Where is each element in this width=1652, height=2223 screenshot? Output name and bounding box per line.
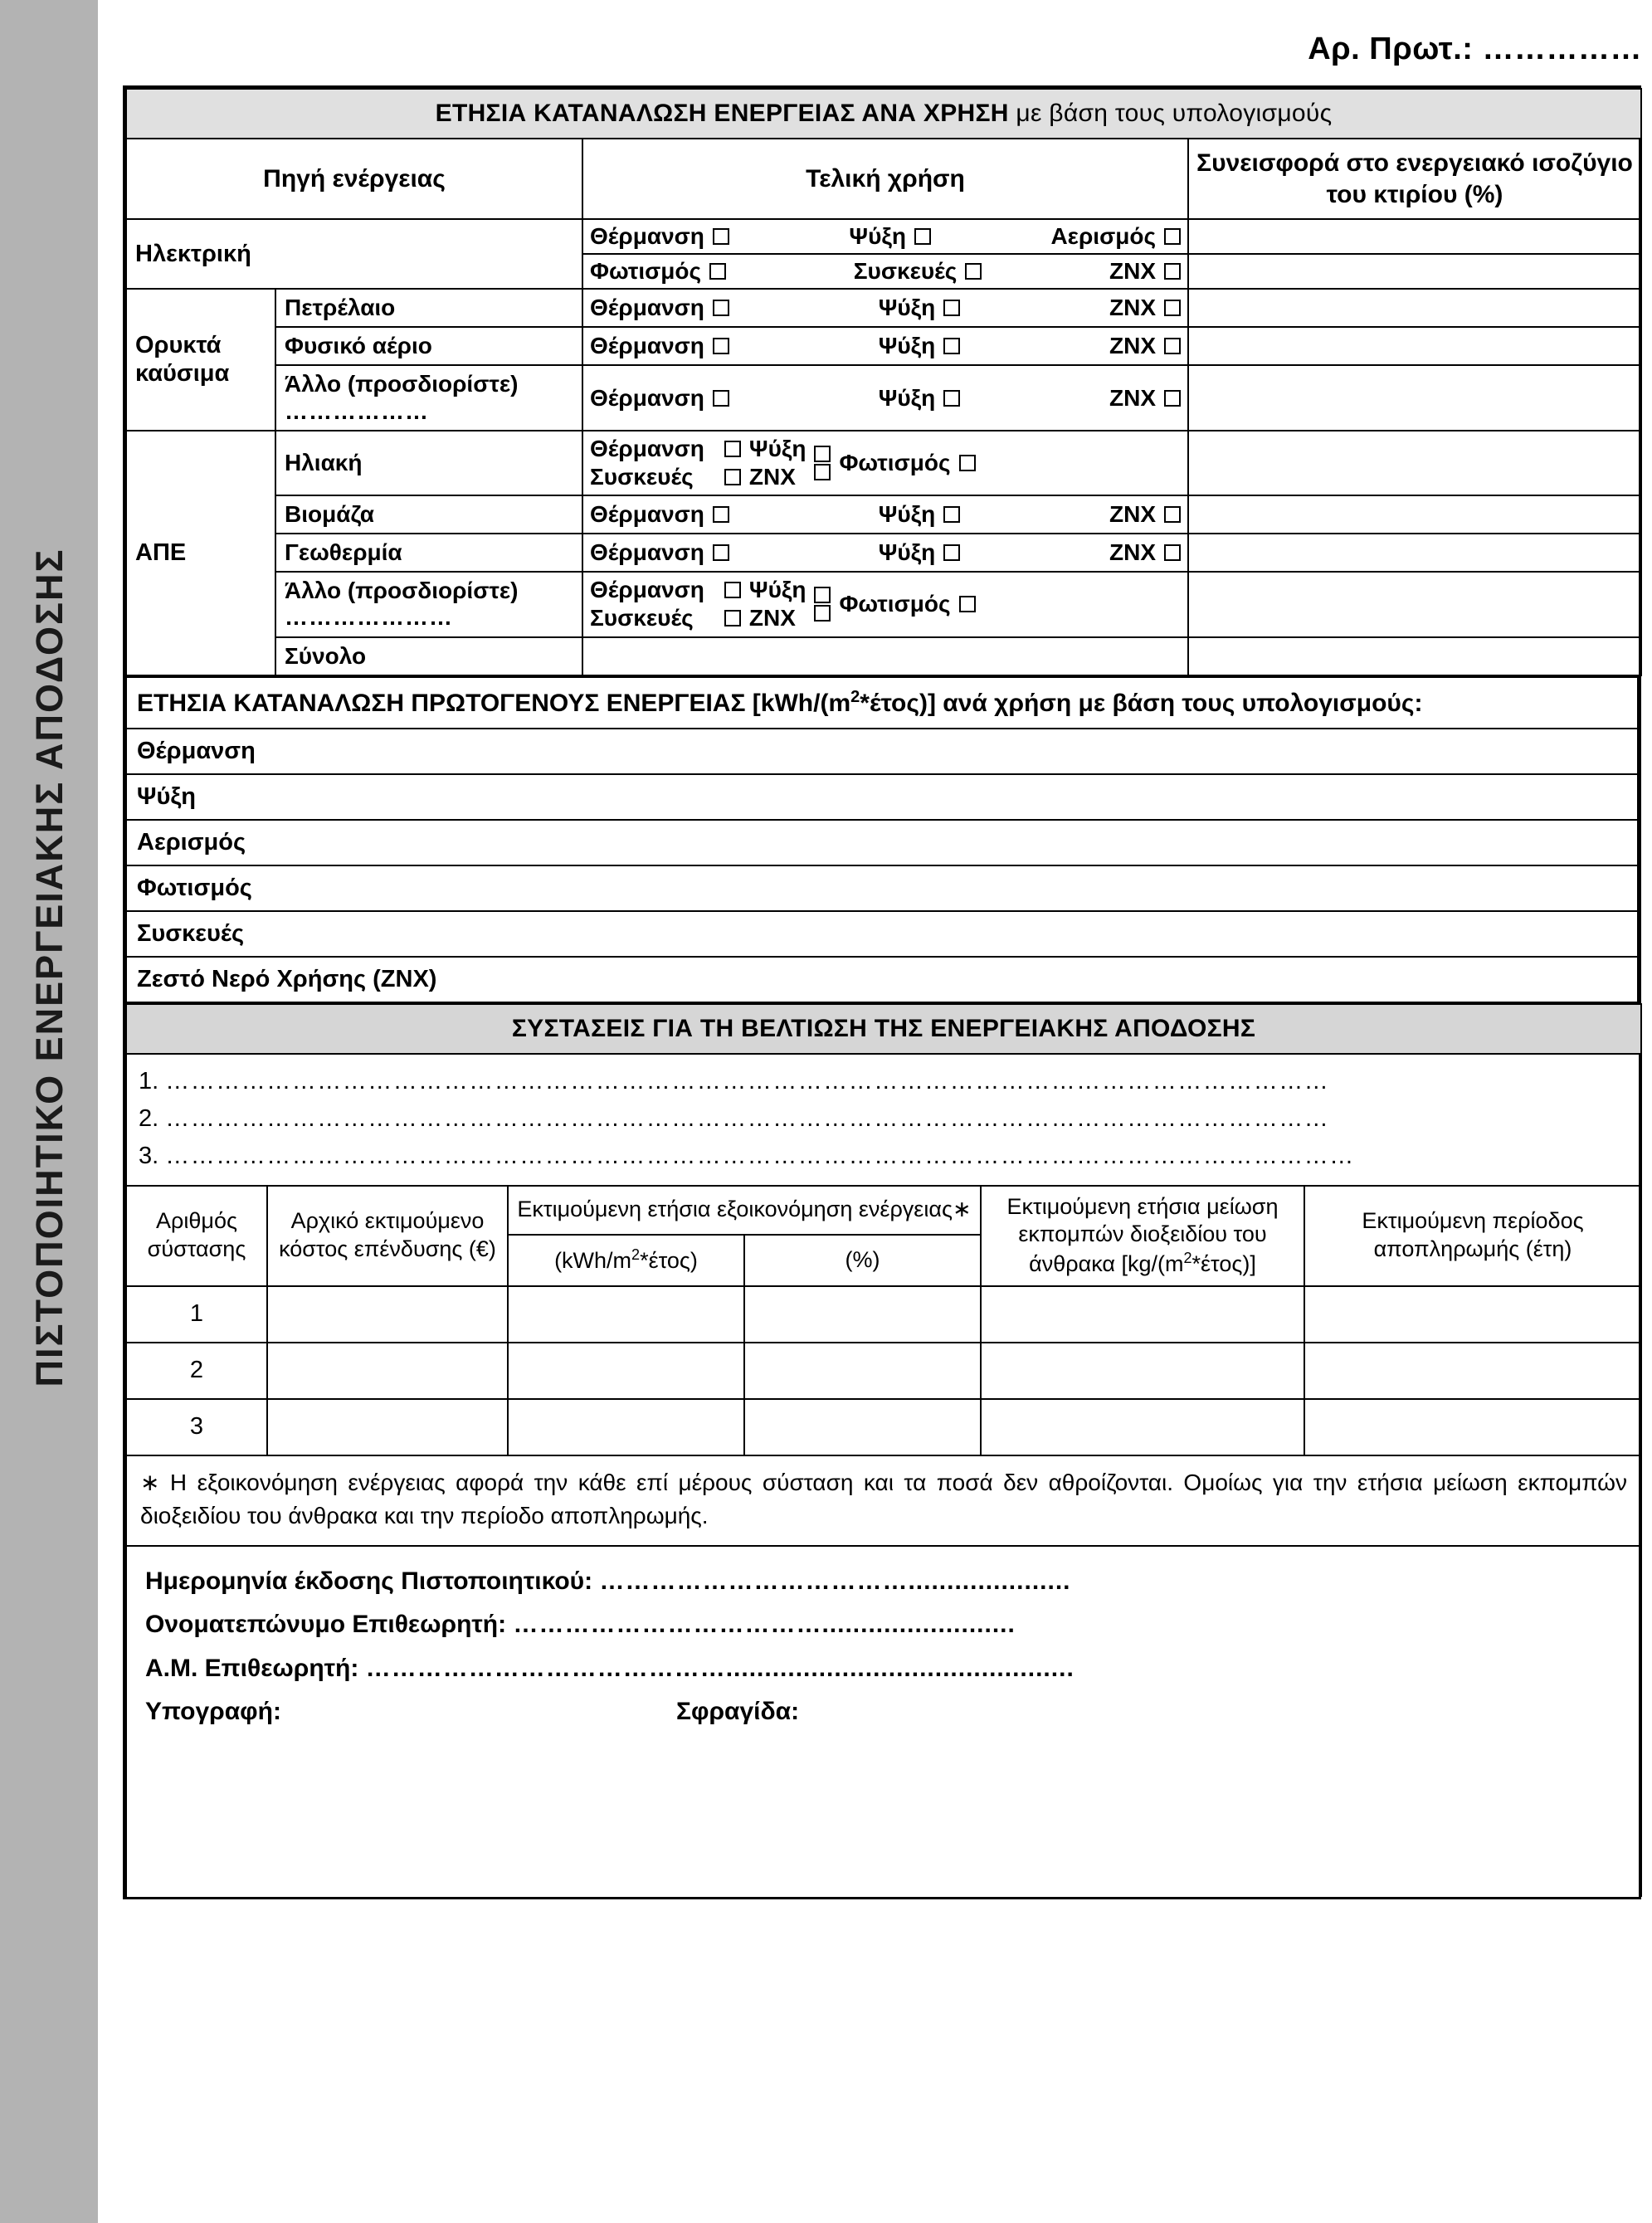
source-oil: Πετρέλαιο [275, 289, 582, 327]
signature-space[interactable] [145, 1734, 1627, 1875]
table-row [126, 820, 1638, 865]
col-header-source: Πηγή ενέργειας [126, 139, 582, 219]
use-label: Ψύξη [878, 333, 936, 359]
use-label: Θέρμανση [590, 500, 704, 527]
checkbox-cooling[interactable] [943, 544, 960, 561]
share-input-electric-1[interactable] [1188, 219, 1641, 254]
cell-payback[interactable] [1304, 1399, 1641, 1455]
share-input-geothermal[interactable] [1188, 534, 1641, 572]
checkbox-lighting[interactable] [959, 596, 976, 612]
main-form-frame [123, 85, 1641, 1899]
cell-savings-kwh[interactable] [508, 1399, 744, 1455]
checkbox-cooling[interactable] [724, 441, 741, 457]
recommendations-lines-row [126, 1054, 1641, 1186]
signature-row [126, 1546, 1641, 1897]
checkbox-lighting[interactable] [709, 263, 726, 280]
protocol-label: Αρ. Πρωτ.: [1308, 32, 1474, 66]
use-cell-natural-gas [582, 327, 1188, 365]
use-cell-res-other [582, 572, 1188, 636]
recommendations-band: ΣΥΣΤΑΣΕΙΣ ΓΙΑ ΤΗ ΒΕΛΤΙΩΣΗ ΤΗΣ ΕΝΕΡΓΕΙΑΚΗΣ ΑΠΟΔΟΣΗΣ [126, 1004, 1641, 1054]
col-header-payback-period: Εκτιμούμενη περίοδος αποπληρωμής (έτη) [1304, 1186, 1641, 1286]
use-label: ΖΝΧ [748, 605, 796, 631]
table-row [126, 572, 1641, 636]
cell-payback[interactable] [1304, 1286, 1641, 1343]
checkbox-ventilation[interactable] [1164, 228, 1181, 245]
use-col-3-checks [814, 445, 831, 481]
rec-dots: …………………………………………………………………………………………………………………………… [165, 1142, 1355, 1169]
use-label: Ψύξη [849, 223, 906, 249]
recommendations-table [125, 1003, 1642, 1897]
inspector-name-dots: ………………………………......................... [513, 1611, 1016, 1639]
use-cell-solar [582, 431, 1188, 495]
cell-investment-cost[interactable] [267, 1343, 508, 1399]
use-cell-electric-2 [582, 254, 1188, 289]
use-label: Ψύξη [748, 577, 807, 603]
use-label: Φωτισμός [839, 449, 951, 475]
checkbox-appliances[interactable] [814, 464, 831, 480]
col-header-savings-kwh: $(kWh/m^2*έ\tau o\varsigma)$ [508, 1235, 744, 1286]
checkbox-dhw[interactable] [1164, 263, 1181, 280]
share-input-res-other[interactable] [1188, 572, 1641, 636]
group-renewables: ΑΠΕ [126, 431, 275, 675]
source-geothermal: Γεωθερμία [275, 534, 582, 572]
inspector-id-line[interactable] [145, 1647, 1627, 1691]
use-col-1 [590, 435, 713, 491]
source-electric: Ηλεκτρική [126, 219, 582, 289]
consumption-title-rest: με βάση τους υπολογισμούς [1016, 100, 1333, 127]
cell-co2-reduction[interactable] [981, 1286, 1304, 1343]
table-row [126, 774, 1638, 820]
recommendation-lines [126, 1054, 1641, 1186]
use-cell-biomass [582, 495, 1188, 534]
checkbox-cooling[interactable] [943, 338, 960, 354]
source-other-label: Άλλο (προσδιορίστε) [285, 371, 519, 397]
source-other-label: Άλλο (προσδιορίστε) [285, 578, 519, 604]
use-label: Θέρμανση [590, 577, 704, 603]
consumption-title-bold: ΕΤΗΣΙΑ ΚΑΤΑΝΑΛΩΣΗ ΕΝΕΡΓΕΙΑΣ ΑΝΑ ΧΡΗΣΗ [435, 100, 1009, 127]
rec-number: 2. [139, 1104, 159, 1132]
list-item[interactable] [139, 1138, 1629, 1175]
table-row [126, 431, 1641, 495]
rec-dots: ………………………………………………………………………………………………………………………… [165, 1104, 1330, 1132]
checkbox-dhw[interactable] [724, 610, 741, 626]
cell-savings-percent[interactable] [744, 1343, 981, 1399]
table-row [126, 729, 1638, 774]
protocol-number [1308, 32, 1642, 67]
checkbox-appliances[interactable] [814, 605, 831, 622]
checkbox-appliances[interactable] [965, 263, 982, 280]
checkbox-dhw[interactable] [724, 469, 741, 485]
annual-consumption-table [125, 88, 1642, 676]
use-label: Ψύξη [878, 384, 936, 411]
signature-label: Υπογραφή: [145, 1698, 281, 1726]
signature-block-cell [126, 1546, 1641, 1897]
cell-co2-reduction[interactable] [981, 1343, 1304, 1399]
use-label: Ψύξη [748, 435, 807, 461]
col-header-investment-cost: Αρχικό εκτιμούμενο κόστος επένδυσης (€) [267, 1186, 508, 1286]
checkbox-cooling[interactable] [943, 300, 960, 316]
inspector-id-label: Α.Μ. Επιθεωρητή: [145, 1654, 359, 1682]
table-row [126, 1399, 1641, 1455]
table-row [126, 865, 1638, 911]
checkbox-dhw[interactable] [1164, 338, 1181, 354]
table-row [126, 327, 1641, 365]
checkbox-cooling[interactable] [943, 390, 960, 407]
checkbox-cooling[interactable] [943, 506, 960, 523]
issue-date-line[interactable] [145, 1560, 1627, 1604]
checkbox-heating[interactable] [713, 544, 729, 561]
side-band-gap [98, 0, 116, 2223]
primary-use-appliances[interactable]: Συσκευές [126, 911, 1638, 957]
cell-co2-reduction[interactable] [981, 1399, 1304, 1455]
rec-number: 3. [139, 1142, 159, 1169]
use-cell-fossil-other [582, 365, 1188, 430]
primary-use-cooling[interactable]: Ψύξη [126, 774, 1638, 820]
use-col-1 [590, 576, 713, 632]
signature-stamp-line [145, 1690, 1627, 1734]
primary-use-lighting[interactable]: Φωτισμός [126, 865, 1638, 911]
rec-row-number: 3 [126, 1399, 267, 1455]
checkbox-heating[interactable] [713, 390, 729, 407]
primary-use-dhw[interactable]: Ζεστό Νερό Χρήσης (ΖΝΧ) [126, 957, 1638, 1002]
table-row [126, 1286, 1641, 1343]
primary-energy-title [126, 677, 1638, 729]
primary-energy-table [125, 676, 1639, 1003]
rec-number: 1. [139, 1067, 159, 1094]
list-item[interactable] [139, 1100, 1629, 1138]
share-input-fossil-other[interactable] [1188, 365, 1641, 430]
checkbox-heating[interactable] [814, 446, 831, 462]
group-fossil-fuels: Ορυκτά καύσιμα [126, 289, 275, 431]
source-other-dots[interactable]: ………………… [285, 604, 453, 631]
share-input-natural-gas[interactable] [1188, 327, 1641, 365]
issue-date-label: Ημερομηνία έκδοσης Πιστοποιητικού: [145, 1567, 593, 1595]
primary-title-sup: 2 [850, 687, 860, 706]
source-total-label: Σύνολο [275, 637, 582, 675]
source-fossil-other [275, 365, 582, 430]
use-label: Θέρμανση [590, 539, 704, 566]
cell-payback[interactable] [1304, 1343, 1641, 1399]
recommendations-header-row [126, 1186, 1641, 1235]
primary-use-ventilation[interactable]: Αερισμός [126, 820, 1638, 865]
signature-block [127, 1547, 1640, 1897]
table-row [126, 289, 1641, 327]
consumption-title-cell [126, 89, 1641, 139]
source-solar: Ηλιακή [275, 431, 582, 495]
share-input-electric-2[interactable] [1188, 254, 1641, 289]
table-row [126, 1343, 1641, 1399]
use-label: Φωτισμός [590, 258, 702, 284]
use-col-2 [724, 576, 815, 632]
use-label: Συσκευές [590, 605, 694, 631]
use-label: Ψύξη [878, 295, 936, 321]
use-label: Φωτισμός [839, 591, 951, 617]
consumption-header-row [126, 139, 1641, 219]
use-label: ΖΝΧ [1109, 258, 1156, 284]
cell-savings-percent[interactable] [744, 1286, 981, 1343]
use-label: Θέρμανση [590, 333, 704, 359]
cell-investment-cost[interactable] [267, 1399, 508, 1455]
cell-investment-cost[interactable] [267, 1286, 508, 1343]
checkbox-lighting[interactable] [959, 455, 976, 471]
use-label: Θέρμανση [590, 435, 704, 461]
inspector-name-label: Ονοματεπώνυμο Επιθεωρητή: [145, 1611, 507, 1639]
checkbox-heating[interactable] [713, 506, 729, 523]
recommendations-band-row [126, 1004, 1641, 1054]
use-label: Συσκευές [853, 258, 958, 284]
use-col-4 [839, 590, 975, 618]
use-label: ΖΝΧ [1109, 500, 1157, 527]
source-natural-gas: Φυσικό αέριο [275, 327, 582, 365]
primary-title-b: *έτος)] ανά χρήση με βάση τους υπολογισμούς: [860, 689, 1423, 717]
rec-row-number: 2 [126, 1343, 267, 1399]
source-res-other [275, 572, 582, 636]
table-row [126, 957, 1638, 1002]
total-use-cell [582, 637, 1188, 675]
list-item[interactable] [139, 1063, 1629, 1100]
checkbox-cooling[interactable] [724, 582, 741, 598]
col-header-co2-reduction: Εκτιμούμενη ετήσια μείωση εκπομπών διοξειδίου του άνθρακα $[kg/(m^2*έ\tau o\varsigma)]$ [981, 1186, 1304, 1286]
col-header-share: Συνεισφορά στο ενεργειακό ισοζύγιο του κτιρίου (%) [1188, 139, 1641, 219]
table-row [126, 495, 1641, 534]
col-header-savings-percent: (%) [744, 1235, 981, 1286]
checkbox-heating[interactable] [713, 338, 729, 354]
share-input-total[interactable] [1188, 637, 1641, 675]
checkbox-heating[interactable] [713, 228, 729, 245]
rec-dots: ………………………………………………………………………………………………………………………… [165, 1067, 1330, 1094]
inspector-id-dots: ……………………………………............................................. [365, 1654, 1075, 1682]
use-label: ΖΝΧ [1109, 295, 1157, 321]
col-header-use: Τελική χρήση [582, 139, 1188, 219]
share-input-biomass[interactable] [1188, 495, 1641, 534]
use-cell-electric-1 [582, 219, 1188, 254]
table-row [126, 637, 1641, 675]
source-other-dots[interactable]: ……………… [285, 397, 429, 424]
checkbox-cooling[interactable] [914, 228, 931, 245]
table-row [126, 534, 1641, 572]
checkbox-dhw[interactable] [1164, 300, 1181, 316]
use-col-4 [839, 449, 975, 477]
primary-title-row [126, 677, 1638, 729]
checkbox-dhw[interactable] [1164, 544, 1181, 561]
consumption-title-row [126, 89, 1641, 139]
use-label: ΖΝΧ [1109, 333, 1157, 359]
checkbox-dhw[interactable] [1164, 506, 1181, 523]
issue-date-dots: ………………………………..................... [599, 1567, 1071, 1595]
cell-savings-percent[interactable] [744, 1399, 981, 1455]
use-label: Συσκευές [590, 463, 694, 490]
stamp-label: Σφραγίδα: [676, 1698, 800, 1726]
document-content [116, 0, 1652, 2223]
source-biomass: Βιομάζα [275, 495, 582, 534]
use-label: Αερισμός [1050, 223, 1157, 249]
use-label: ΖΝΧ [1109, 539, 1157, 566]
primary-use-heating[interactable]: Θέρμανση [126, 729, 1638, 774]
footnote-row [126, 1455, 1641, 1546]
table-row [126, 219, 1641, 254]
use-label: Θέρμανση [590, 295, 704, 321]
savings-footnote: ∗ Η εξοικονόμηση ενέργειας αφορά την κάθε επί μέρους σύσταση και τα ποσά δεν αθροίζονται. Ομοίως για την ετήσια μείωση εκπομπών διοξειδίου του άνθρακα και την περίοδο αποπληρωμής. [126, 1455, 1641, 1546]
vertical-document-title: ΠΙΣΤΟΠΟΙΗΤΙΚΟ ΕΝΕΡΓΕΙΑΚΗΣ ΑΠΟΔΟΣΗΣ [28, 548, 71, 1387]
use-label: Θέρμανση [590, 384, 704, 411]
table-row [126, 911, 1638, 957]
use-col-2 [724, 435, 815, 491]
primary-title-a: ΕΤΗΣΙΑ ΚΑΤΑΝΑΛΩΣΗ ΠΡΩΤΟΓΕΝΟΥΣ ΕΝΕΡΓΕΙΑΣ [kWh/(m [137, 689, 851, 717]
use-label: Ψύξη [878, 539, 936, 566]
checkbox-dhw[interactable] [1164, 390, 1181, 407]
rec-row-number: 1 [126, 1286, 267, 1343]
share-input-solar[interactable] [1188, 431, 1641, 495]
use-label: ΖΝΧ [748, 463, 796, 490]
use-col-3-checks [814, 586, 831, 622]
cell-savings-kwh[interactable] [508, 1343, 744, 1399]
protocol-dots: …………… [1482, 32, 1642, 66]
checkbox-heating[interactable] [713, 300, 729, 316]
checkbox-heating[interactable] [814, 587, 831, 603]
col-header-energy-savings: Εκτιμούμενη ετήσια εξοικονόμηση ενέργειας∗ [508, 1186, 981, 1235]
use-cell-geothermal [582, 534, 1188, 572]
col-header-rec-number: Αριθμός σύστασης [126, 1186, 267, 1286]
share-input-oil[interactable] [1188, 289, 1641, 327]
use-cell-oil [582, 289, 1188, 327]
use-label: ΖΝΧ [1109, 384, 1157, 411]
table-row [126, 365, 1641, 430]
inspector-name-line[interactable] [145, 1603, 1627, 1647]
use-label: Ψύξη [878, 500, 936, 527]
use-label: Θέρμανση [590, 223, 704, 249]
cell-savings-kwh[interactable] [508, 1286, 744, 1343]
